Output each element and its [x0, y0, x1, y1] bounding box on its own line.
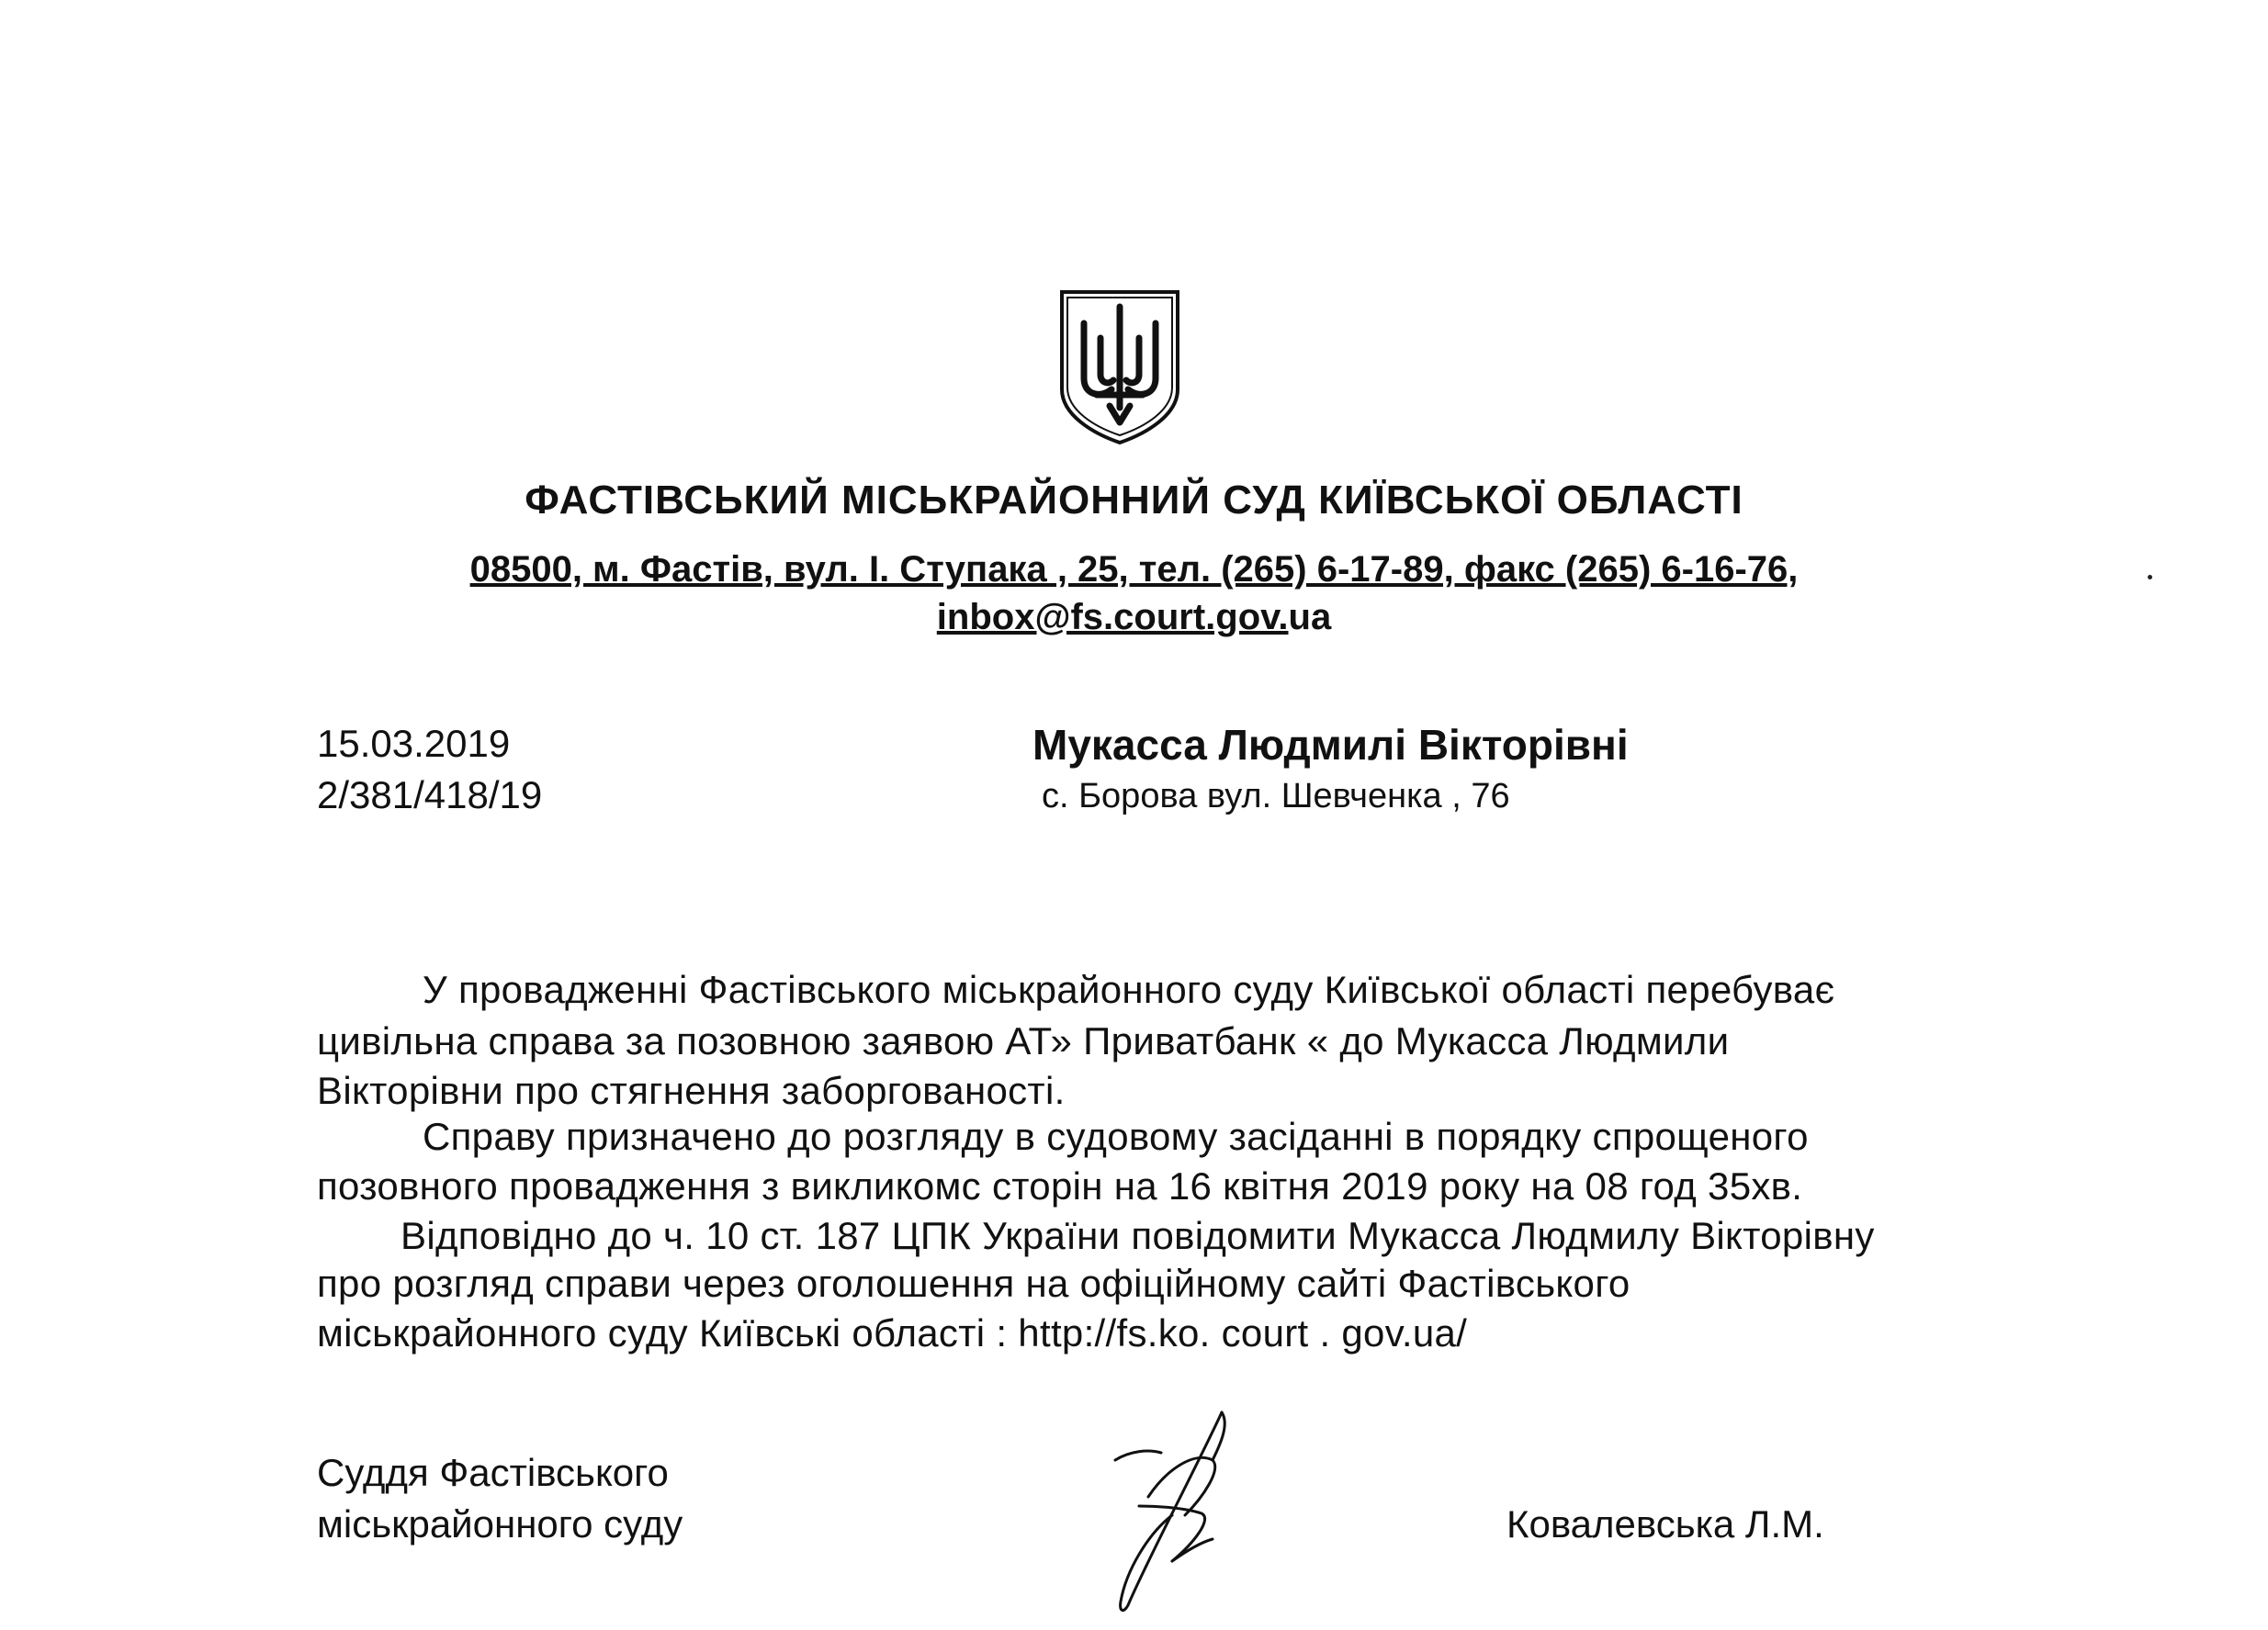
paragraph-2-line: Справу призначено до розгляду в судовому засіданні в порядку спрощеного — [423, 1115, 1809, 1158]
document-date: 15.03.2019 — [317, 722, 511, 765]
paragraph-1-line: Вікторівни про стягнення заборгованості. — [317, 1069, 1066, 1112]
paragraph-3-line: Відповідно до ч. 10 ст. 187 ЦПК України повідомити Мукасса Людмилу Вікторівну — [401, 1214, 1875, 1257]
recipient-name: Мукасса Людмилі Вікторівні — [1032, 721, 1629, 769]
paragraph-1-line: У провадженні Фастівського міськрайонного суду Київської області перебуває — [423, 968, 1835, 1011]
paragraph-1-line: цивільна справа за позовною заявою АТ» Приватбанк « до Мукасса Людмили — [317, 1019, 1730, 1062]
recipient-address: с. Борова вул. Шевченка , 76 — [1042, 777, 1510, 815]
judge-title-line-2: міськрайонного суду — [317, 1502, 683, 1546]
trident-shield-icon — [1055, 287, 1185, 446]
judge-title-line-1: Суддя Фастівського — [317, 1451, 669, 1494]
court-email — [0, 597, 2268, 638]
handwritten-signature — [1084, 1405, 1277, 1616]
scan-speck — [2148, 575, 2152, 579]
paragraph-3-line: міськрайонного суду Київські області : http://fs.ko. court . gov.ua/ — [317, 1311, 1468, 1355]
paragraph-3-line: про розгляд справи через оголошення на офіційному сайті Фастівського — [317, 1262, 1630, 1305]
court-address: 08500, м. Фастів, вул. І. Ступака , 25, тел. (265) 6-17-89, факс (265) 6-16-76, — [469, 549, 1799, 590]
court-name-heading: ФАСТІВСЬКИЙ МІСЬКРАЙОННИЙ СУД КИЇВСЬКОЇ ОБЛАСТІ — [525, 478, 1743, 523]
court-email-tail: ua — [1288, 597, 1332, 637]
judge-name: Ковалевська Л.М. — [1506, 1502, 1824, 1546]
document-number: 2/381/418/19 — [317, 773, 543, 816]
paragraph-2-line: позовного провадження з викликомс сторін на 16 квітня 2019 року на 08 год 35хв. — [317, 1164, 1803, 1208]
court-email-link[interactable]: inbox@fs.court.gov. — [936, 597, 1289, 637]
